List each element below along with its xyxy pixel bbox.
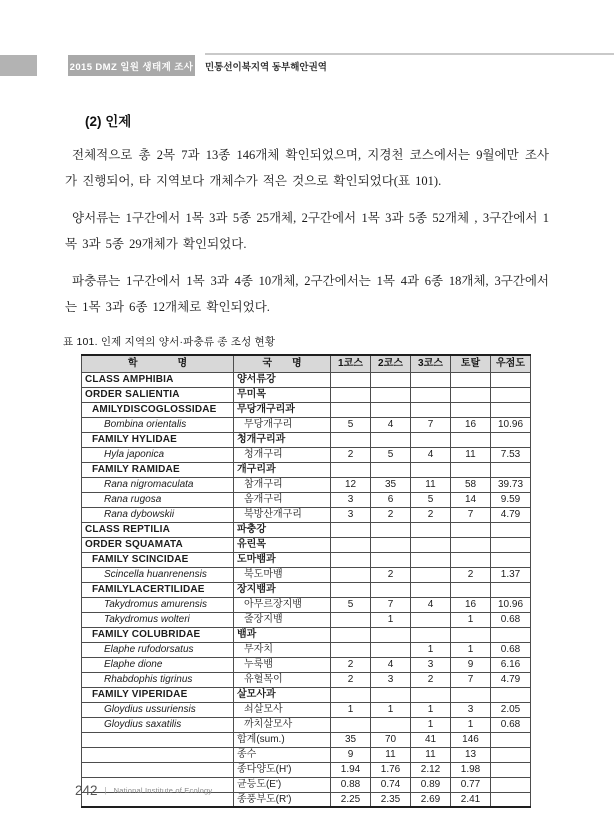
cell-dominance	[491, 687, 531, 702]
cell-total: 146	[451, 732, 491, 747]
cell-course3: 3	[411, 657, 451, 672]
cell-korean-name: 청개구리과	[234, 432, 331, 447]
cell-dominance: 10.96	[491, 417, 531, 432]
cell-course2: 2.35	[371, 792, 411, 807]
cell-course2	[371, 462, 411, 477]
cell-total: 7	[451, 672, 491, 687]
column-header-course1: 1코스	[331, 355, 371, 372]
cell-scientific-name: Hyla japonica	[82, 447, 234, 462]
cell-total: 1.98	[451, 762, 491, 777]
cell-course2	[371, 582, 411, 597]
cell-course3: 5	[411, 492, 451, 507]
cell-dominance: 2.05	[491, 702, 531, 717]
cell-course3: 0.89	[411, 777, 451, 792]
cell-scientific-name: FAMILYLACERTILIDAE	[82, 582, 234, 597]
cell-total	[451, 522, 491, 537]
cell-dominance	[491, 537, 531, 552]
cell-course1: 35	[331, 732, 371, 747]
cell-korean-name: 균등도(E')	[234, 777, 331, 792]
cell-total: 2	[451, 567, 491, 582]
table-row	[82, 582, 531, 597]
cell-total	[451, 687, 491, 702]
cell-course1: 2.25	[331, 792, 371, 807]
cell-total: 9	[451, 657, 491, 672]
cell-course1: 3	[331, 492, 371, 507]
cell-scientific-name: Rana rugosa	[82, 492, 234, 507]
cell-scientific-name: Gloydius saxatilis	[82, 717, 234, 732]
table-row	[82, 627, 531, 642]
cell-course3: 1	[411, 717, 451, 732]
cell-dominance	[491, 387, 531, 402]
cell-scientific-name: Takydromus wolteri	[82, 612, 234, 627]
cell-course3	[411, 612, 451, 627]
cell-course2: 11	[371, 747, 411, 762]
table-row	[82, 597, 531, 612]
cell-total: 0.77	[451, 777, 491, 792]
cell-korean-name: 개구리과	[234, 462, 331, 477]
cell-scientific-name	[82, 762, 234, 777]
cell-course3	[411, 462, 451, 477]
cell-korean-name: 파충강	[234, 522, 331, 537]
cell-course2: 6	[371, 492, 411, 507]
cell-dominance	[491, 732, 531, 747]
cell-course1: 1.94	[331, 762, 371, 777]
cell-korean-name: 종풍부도(R')	[234, 792, 331, 807]
cell-dominance	[491, 627, 531, 642]
cell-korean-name: 무당개구리	[234, 417, 331, 432]
cell-course3	[411, 372, 451, 387]
cell-total: 2.41	[451, 792, 491, 807]
cell-course2: 4	[371, 657, 411, 672]
cell-course1	[331, 462, 371, 477]
institute-name: National Institute of Ecology	[113, 786, 213, 795]
cell-total	[451, 582, 491, 597]
cell-course2	[371, 522, 411, 537]
table-row	[82, 762, 531, 777]
cell-korean-name: 아무르장지뱀	[234, 597, 331, 612]
table-caption: 표 101. 인제 지역의 양서·파충류 종 조성 현황	[63, 336, 276, 348]
region-label: 민통선이북지역 동부해안권역	[205, 62, 327, 73]
cell-korean-name: 도마뱀과	[234, 552, 331, 567]
cell-course2	[371, 432, 411, 447]
cell-course1	[331, 537, 371, 552]
cell-dominance: 4.79	[491, 507, 531, 522]
cell-scientific-name: AMILYDISCOGLOSSIDAE	[82, 402, 234, 417]
cell-course1: 12	[331, 477, 371, 492]
cell-course3	[411, 402, 451, 417]
cell-korean-name: 누룩뱀	[234, 657, 331, 672]
cell-total: 16	[451, 417, 491, 432]
cell-dominance: 4.79	[491, 672, 531, 687]
cell-course2	[371, 627, 411, 642]
cell-course3	[411, 582, 451, 597]
cell-course1	[331, 582, 371, 597]
cell-dominance	[491, 462, 531, 477]
cell-course2	[371, 642, 411, 657]
cell-korean-name: 줄장지뱀	[234, 612, 331, 627]
cell-scientific-name: Rana nigromaculata	[82, 477, 234, 492]
cell-total: 1	[451, 642, 491, 657]
cell-course3: 41	[411, 732, 451, 747]
cell-course2: 3	[371, 672, 411, 687]
table-row	[82, 477, 531, 492]
page-number: 242	[75, 783, 98, 798]
cell-scientific-name: Elaphe rufodorsatus	[82, 642, 234, 657]
cell-course1	[331, 567, 371, 582]
table-row	[82, 537, 531, 552]
column-header-dominance: 우점도	[491, 355, 531, 372]
table-row	[82, 747, 531, 762]
table-row	[82, 507, 531, 522]
cell-korean-name: 종수	[234, 747, 331, 762]
species-table-body	[82, 372, 531, 807]
cell-course3: 2	[411, 507, 451, 522]
cell-dominance	[491, 372, 531, 387]
cell-dominance: 9.59	[491, 492, 531, 507]
cell-course1	[331, 627, 371, 642]
cell-total: 13	[451, 747, 491, 762]
cell-course1	[331, 402, 371, 417]
table-row	[82, 567, 531, 582]
cell-korean-name: 유린목	[234, 537, 331, 552]
cell-korean-name: 무미목	[234, 387, 331, 402]
cell-dominance	[491, 762, 531, 777]
cell-korean-name: 북도마뱀	[234, 567, 331, 582]
cell-korean-name: 합계(sum.)	[234, 732, 331, 747]
cell-course3: 4	[411, 597, 451, 612]
table-row	[82, 717, 531, 732]
table-row	[82, 642, 531, 657]
cell-total	[451, 552, 491, 567]
cell-course1	[331, 387, 371, 402]
cell-course3: 2	[411, 672, 451, 687]
cell-course2: 7	[371, 597, 411, 612]
cell-total	[451, 387, 491, 402]
cell-course3: 11	[411, 747, 451, 762]
cell-total: 14	[451, 492, 491, 507]
cell-dominance: 1.37	[491, 567, 531, 582]
cell-total	[451, 462, 491, 477]
cell-course3	[411, 387, 451, 402]
cell-course2	[371, 372, 411, 387]
body-paragraph-1: 전체적으로 총 2목 7과 13종 146개체 확인되었으며, 지경천 코스에서는 9월에만 조사가 진행되어, 타 지역보다 개체수가 적은 것으로 확인되었다(표 101).	[65, 148, 549, 188]
cell-korean-name: 살모사과	[234, 687, 331, 702]
cell-course2: 2	[371, 507, 411, 522]
column-header-total: 토탈	[451, 355, 491, 372]
cell-dominance: 7.53	[491, 447, 531, 462]
cell-dominance	[491, 777, 531, 792]
cell-course1	[331, 612, 371, 627]
cell-korean-name: 유혈목이	[234, 672, 331, 687]
cell-course1: 2	[331, 447, 371, 462]
cell-course1: 2	[331, 672, 371, 687]
cell-course1	[331, 687, 371, 702]
report-title-badge: 2015 DMZ 일원 생태계 조사	[68, 55, 195, 76]
cell-scientific-name: Rhabdophis tigrinus	[82, 672, 234, 687]
table-row	[82, 387, 531, 402]
cell-course3: 1	[411, 702, 451, 717]
table-row	[82, 462, 531, 477]
cell-dominance: 6.16	[491, 657, 531, 672]
table-row	[82, 732, 531, 747]
cell-korean-name: 무자치	[234, 642, 331, 657]
cell-course3	[411, 687, 451, 702]
cell-course3: 7	[411, 417, 451, 432]
cell-course2: 4	[371, 417, 411, 432]
cell-course2	[371, 717, 411, 732]
cell-korean-name: 청개구리	[234, 447, 331, 462]
cell-total: 1	[451, 612, 491, 627]
section-title: (2) 인제	[85, 114, 132, 129]
cell-course1	[331, 522, 371, 537]
header-rule	[205, 53, 614, 55]
cell-scientific-name: FAMILY VIPERIDAE	[82, 687, 234, 702]
column-header-scientific-name: 학 명	[82, 355, 234, 372]
cell-course2	[371, 387, 411, 402]
cell-total: 1	[451, 717, 491, 732]
cell-korean-name: 장지뱀과	[234, 582, 331, 597]
table-row	[82, 402, 531, 417]
cell-total: 58	[451, 477, 491, 492]
cell-dominance: 39.73	[491, 477, 531, 492]
cell-course1	[331, 432, 371, 447]
cell-korean-name: 북방산개구리	[234, 507, 331, 522]
cell-course2: 1	[371, 612, 411, 627]
cell-total: 11	[451, 447, 491, 462]
cell-dominance	[491, 792, 531, 807]
cell-course1: 1	[331, 702, 371, 717]
cell-course3: 11	[411, 477, 451, 492]
cell-course3: 2.12	[411, 762, 451, 777]
cell-course3: 1	[411, 642, 451, 657]
footer-divider: |	[104, 786, 107, 795]
cell-korean-name: 쇠살모사	[234, 702, 331, 717]
cell-korean-name: 종다양도(H')	[234, 762, 331, 777]
table-row	[82, 492, 531, 507]
cell-total	[451, 372, 491, 387]
cell-course3	[411, 567, 451, 582]
cell-scientific-name: FAMILY RAMIDAE	[82, 462, 234, 477]
cell-scientific-name: ORDER SQUAMATA	[82, 537, 234, 552]
cell-scientific-name	[82, 732, 234, 747]
cell-total	[451, 627, 491, 642]
cell-course3	[411, 552, 451, 567]
cell-scientific-name: Takydromus amurensis	[82, 597, 234, 612]
cell-dominance: 0.68	[491, 642, 531, 657]
table-row	[82, 657, 531, 672]
column-header-course3: 3코스	[411, 355, 451, 372]
page-body	[65, 110, 549, 808]
table-row	[82, 687, 531, 702]
cell-course2: 5	[371, 447, 411, 462]
cell-course3	[411, 522, 451, 537]
cell-course1	[331, 372, 371, 387]
table-row	[82, 522, 531, 537]
cell-course2: 0.74	[371, 777, 411, 792]
cell-course1	[331, 552, 371, 567]
cell-course1	[331, 717, 371, 732]
cell-dominance: 10.96	[491, 597, 531, 612]
cell-scientific-name: Gloydius ussuriensis	[82, 702, 234, 717]
cell-course1: 3	[331, 507, 371, 522]
body-paragraph-3: 파충류는 1구간에서 1목 3과 4종 10개체, 2구간에서는 1목 4과 6종 18개체, 3구간에서는 1목 3과 6종 12개체로 확인되었다.	[65, 274, 549, 314]
cell-total: 3	[451, 702, 491, 717]
cell-dominance: 0.68	[491, 612, 531, 627]
cell-korean-name: 까치살모사	[234, 717, 331, 732]
cell-dominance	[491, 747, 531, 762]
header-left-strip	[0, 55, 37, 76]
page-footer	[75, 783, 212, 798]
table-header-row	[82, 355, 531, 372]
cell-course2	[371, 402, 411, 417]
cell-total: 16	[451, 597, 491, 612]
cell-korean-name: 참개구리	[234, 477, 331, 492]
cell-course1: 5	[331, 417, 371, 432]
table-row	[82, 417, 531, 432]
cell-course2: 70	[371, 732, 411, 747]
cell-course2	[371, 552, 411, 567]
table-row	[82, 612, 531, 627]
column-header-course2: 2코스	[371, 355, 411, 372]
cell-course2: 1.76	[371, 762, 411, 777]
table-row	[82, 447, 531, 462]
cell-dominance	[491, 522, 531, 537]
cell-total	[451, 537, 491, 552]
table-row	[82, 432, 531, 447]
column-header-korean-name: 국 명	[234, 355, 331, 372]
cell-course1: 2	[331, 657, 371, 672]
cell-total	[451, 432, 491, 447]
cell-scientific-name	[82, 747, 234, 762]
cell-korean-name: 양서류강	[234, 372, 331, 387]
cell-course3	[411, 627, 451, 642]
cell-scientific-name: CLASS REPTILIA	[82, 522, 234, 537]
cell-course2: 1	[371, 702, 411, 717]
cell-course1: 5	[331, 597, 371, 612]
cell-korean-name: 무당개구리과	[234, 402, 331, 417]
cell-scientific-name: Bombina orientalis	[82, 417, 234, 432]
cell-dominance	[491, 552, 531, 567]
cell-dominance	[491, 582, 531, 597]
table-row	[82, 672, 531, 687]
table-row	[82, 702, 531, 717]
cell-dominance	[491, 432, 531, 447]
cell-korean-name: 뱀과	[234, 627, 331, 642]
cell-scientific-name: Rana dybowskii	[82, 507, 234, 522]
cell-course3	[411, 537, 451, 552]
cell-course2	[371, 537, 411, 552]
cell-course3: 4	[411, 447, 451, 462]
cell-scientific-name: ORDER SALIENTIA	[82, 387, 234, 402]
cell-course2: 35	[371, 477, 411, 492]
cell-korean-name: 옴개구리	[234, 492, 331, 507]
cell-total	[451, 402, 491, 417]
cell-total: 7	[451, 507, 491, 522]
cell-course1: 0.88	[331, 777, 371, 792]
cell-course2: 2	[371, 567, 411, 582]
cell-dominance	[491, 402, 531, 417]
cell-course3: 2.69	[411, 792, 451, 807]
cell-scientific-name: Scincella huanrenensis	[82, 567, 234, 582]
cell-scientific-name: CLASS AMPHIBIA	[82, 372, 234, 387]
cell-scientific-name: Elaphe dione	[82, 657, 234, 672]
table-row	[82, 372, 531, 387]
species-composition-table	[81, 354, 531, 808]
cell-dominance: 0.68	[491, 717, 531, 732]
cell-course3	[411, 432, 451, 447]
cell-course1	[331, 642, 371, 657]
table-row	[82, 552, 531, 567]
cell-course1: 9	[331, 747, 371, 762]
cell-scientific-name: FAMILY SCINCIDAE	[82, 552, 234, 567]
cell-course2	[371, 687, 411, 702]
cell-scientific-name: FAMILY COLUBRIDAE	[82, 627, 234, 642]
cell-scientific-name: FAMILY HYLIDAE	[82, 432, 234, 447]
body-paragraph-2: 양서류는 1구간에서 1목 3과 5종 25개체, 2구간에서 1목 3과 5종 52개체 , 3구간에서 1목 3과 5종 29개체가 확인되었다.	[65, 211, 549, 251]
